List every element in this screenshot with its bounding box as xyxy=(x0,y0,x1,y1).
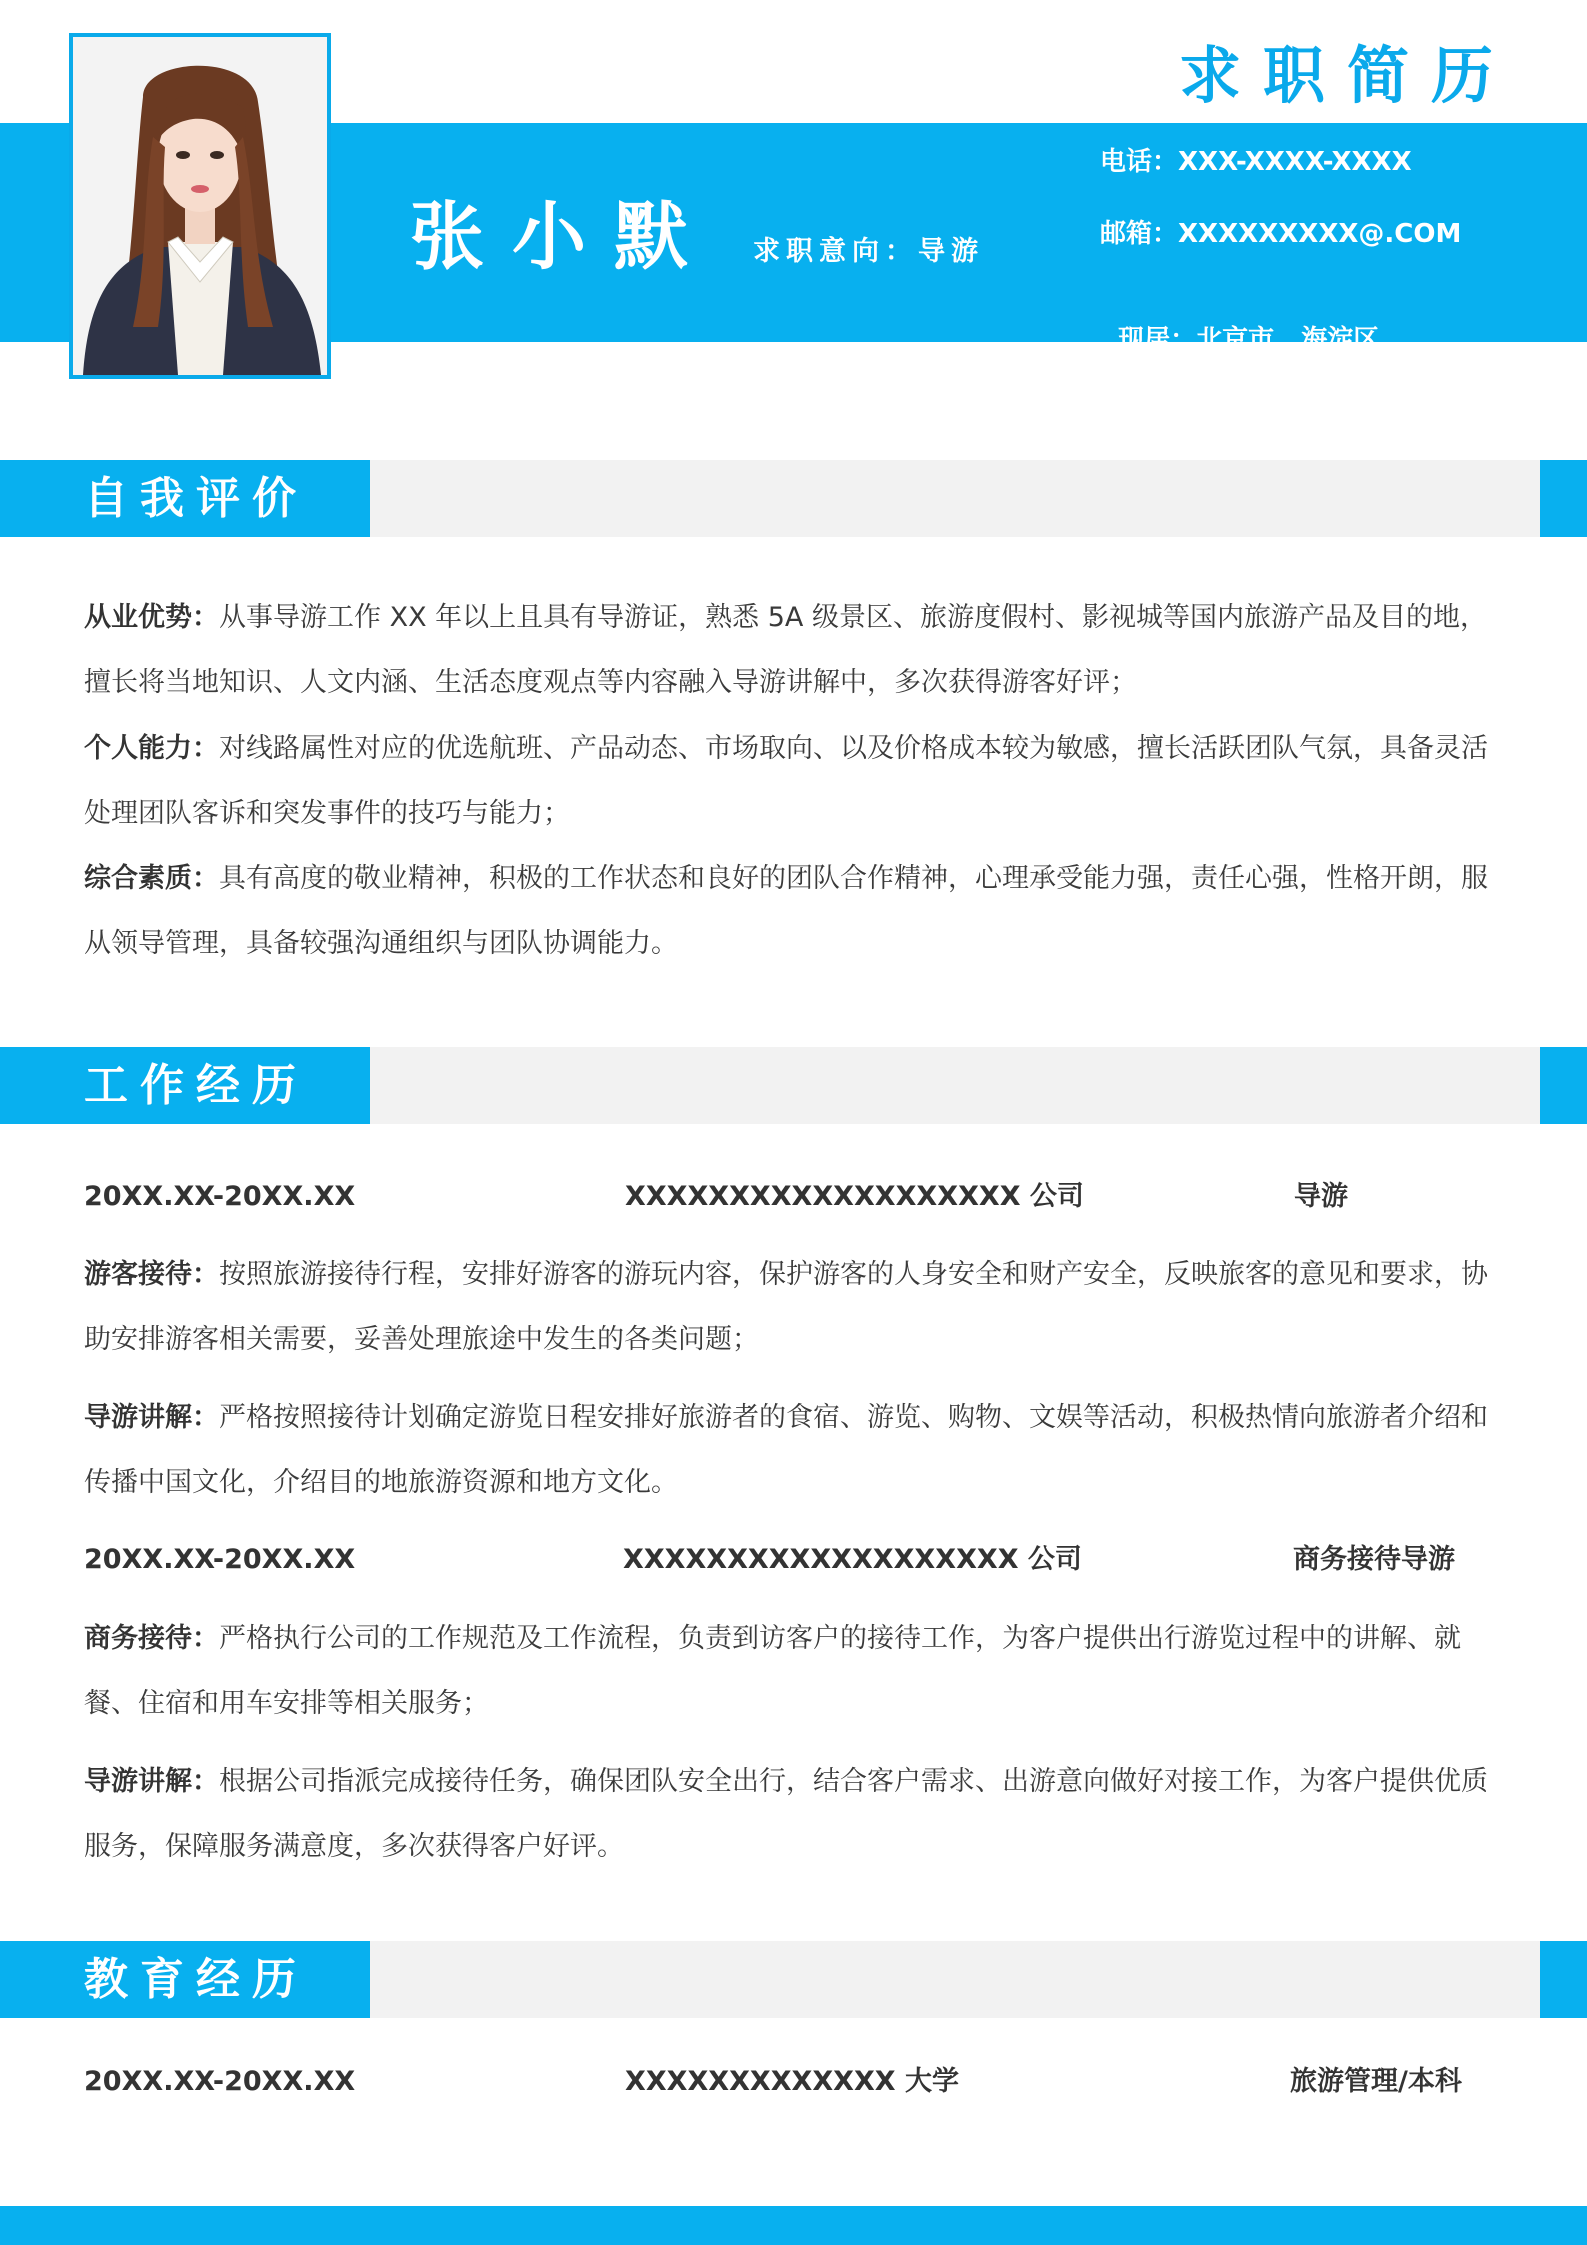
self-eval-item-label: 综合素质： xyxy=(84,863,219,894)
phone-line xyxy=(1100,144,1412,180)
job-intent-value: 导游 xyxy=(918,236,984,267)
section-end-marker xyxy=(1540,460,1587,537)
job-role: 导游 xyxy=(1294,1181,1348,1212)
address-label: 现居： xyxy=(1118,325,1197,355)
phone-value: XXX-XXXX-XXXX xyxy=(1178,147,1412,177)
job-duty-label: 导游讲解： xyxy=(84,1766,219,1797)
self-eval-item-text: 从事导游工作 XX 年以上且具有导游证，熟悉 5A 级景区、旅游度假村、影视城等国内旅游产品及目的地，擅长将当地知识、人文内涵、生活态度观点等内容融入导游讲解中，多次获得游客好评； xyxy=(84,602,1487,698)
self-eval-item xyxy=(84,716,1496,846)
section-title-work: 工作经历 xyxy=(84,1060,308,1111)
self-eval-item-text: 具有高度的敬业精神，积极的工作状态和良好的团队合作精神，心理承受能力强，责任心强，性格开朗，服从领导管理，具备较强沟通组织与团队协调能力。 xyxy=(84,863,1488,959)
email-value: XXXXXXXXX@.COM xyxy=(1178,219,1462,249)
job-intent-label: 求职意向： xyxy=(753,236,918,267)
section-title-education: 教育经历 xyxy=(84,1954,308,2005)
job-duty xyxy=(84,1242,1496,1372)
education-school: XXXXXXXXXXXXX 大学 xyxy=(625,2066,960,2097)
job-duty xyxy=(84,1606,1496,1736)
job-duty-label: 商务接待： xyxy=(84,1623,219,1654)
self-eval-item xyxy=(84,585,1496,715)
self-eval-item xyxy=(84,846,1496,976)
person-portrait-image xyxy=(73,37,327,375)
section-end-marker xyxy=(1540,1941,1587,2018)
job-duty-label: 导游讲解： xyxy=(84,1402,219,1433)
education-major: 旅游管理/本科 xyxy=(1290,2066,1462,2097)
job-duty-text: 按照旅游接待行程，安排好游客的游玩内容，保护游客的人身安全和财产安全，反映旅客的意见和要求，协助安排游客相关需要，妥善处理旅途中发生的各类问题； xyxy=(84,1259,1488,1355)
job-company: XXXXXXXXXXXXXXXXXXX 公司 xyxy=(625,1181,1084,1212)
email-line xyxy=(1100,216,1461,252)
self-eval-item-label: 从业优势： xyxy=(84,602,219,633)
self-eval-item-label: 个人能力： xyxy=(84,733,219,764)
education-date: 20XX.XX-20XX.XX xyxy=(84,2066,356,2097)
footer-band xyxy=(0,2206,1587,2245)
section-title-self-eval: 自我评价 xyxy=(84,473,308,524)
job-duty-label: 游客接待： xyxy=(84,1259,219,1290)
section-end-marker xyxy=(1540,1047,1587,1124)
job-duty-text: 严格按照接待计划确定游览日程安排好旅游者的食宿、游览、购物、文娱等活动，积极热情向旅游者介绍和传播中国文化，介绍目的地旅游资源和地方文化。 xyxy=(84,1402,1488,1498)
document-title: 求职简历 xyxy=(1178,39,1515,112)
profile-photo xyxy=(69,33,331,379)
phone-label: 电话： xyxy=(1100,147,1179,177)
job-duty-text: 根据公司指派完成接待任务，确保团队安全出行，结合客户需求、出游意向做好对接工作，为客户提供优质服务，保障服务满意度，多次获得客户好评。 xyxy=(84,1766,1488,1862)
email-label: 邮箱： xyxy=(1100,219,1179,249)
address-value: 北京市 海淀区 xyxy=(1196,325,1380,355)
job-role: 商务接待导游 xyxy=(1293,1544,1455,1575)
job-duty-text: 严格执行公司的工作规范及工作流程，负责到访客户的接待工作，为客户提供出行游览过程中的讲解、就餐、住宿和用车安排等相关服务； xyxy=(84,1623,1461,1719)
job-intent xyxy=(753,232,984,272)
applicant-name: 张小默 xyxy=(410,194,716,280)
job-company: XXXXXXXXXXXXXXXXXXX 公司 xyxy=(623,1544,1082,1575)
address-line xyxy=(1100,286,1379,358)
job-date: 20XX.XX-20XX.XX xyxy=(84,1181,356,1212)
job-duty xyxy=(84,1385,1496,1515)
self-eval-item-text: 对线路属性对应的优选航班、产品动态、市场取向、以及价格成本较为敏感，擅长活跃团队气氛，具备灵活处理团队客诉和突发事件的技巧与能力； xyxy=(84,733,1488,829)
job-duty xyxy=(84,1749,1496,1879)
job-date: 20XX.XX-20XX.XX xyxy=(84,1544,356,1575)
